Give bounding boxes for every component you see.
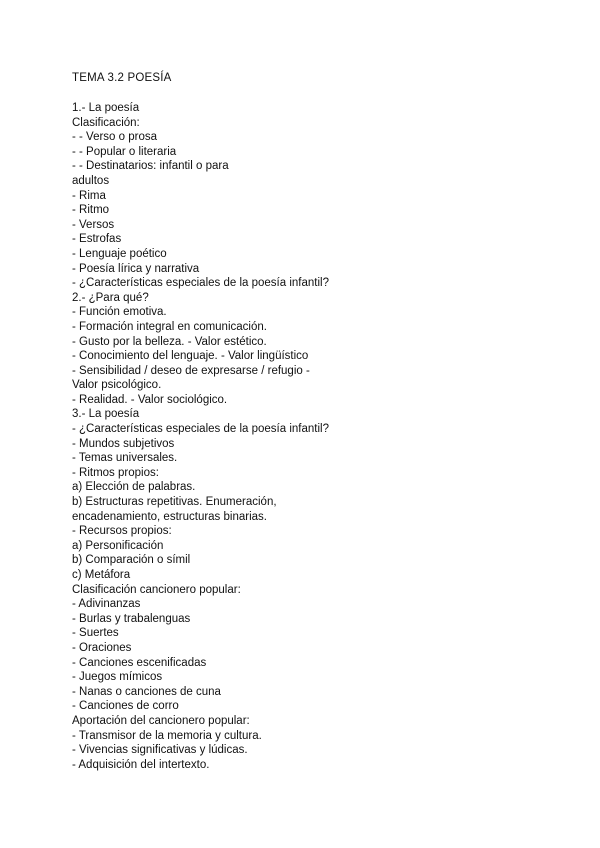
text-line: Aportación del cancionero popular: [72,714,250,727]
text-line: - Recursos propios: [72,525,172,538]
text-line: Clasificación cancionero popular: [72,583,241,596]
text-line: Valor psicológico. [72,379,162,392]
text-line: - Sensibilidad / deseo de expresarse / refugio - [72,364,310,377]
text-line: - Lenguaje poético [72,247,167,260]
text-line: - - Verso o prosa [72,131,158,144]
text-line: - - Popular o literaria [72,145,177,158]
text-line: - Rima [72,189,106,202]
text-line: 3.- La poesía [72,408,140,421]
text-line: b) Comparación o símil [72,554,191,567]
text-line: - Estrofas [72,233,122,246]
text-line: - Ritmos propios: [72,466,159,479]
text-line: - ¿Características especiales de la poesía infantil? [72,277,329,290]
text-line: - Versos [72,218,115,231]
text-line: Clasificación: [72,116,140,129]
text-line: - Burlas y trabalenguas [72,612,191,625]
text-line: a) Elección de palabras. [72,481,196,494]
text-line: - Juegos mímicos [72,671,163,684]
text-line: - Nanas o canciones de cuna [72,685,221,698]
text-line: - Realidad. - Valor sociológico. [72,393,228,406]
text-line: - Conocimiento del lenguaje. - Valor lingüístico [72,350,309,363]
text-line: encadenamiento, estructuras binarias. [72,510,267,523]
text-line: - Vivencias significativas y lúdicas. [72,744,248,757]
text-line: - Oraciones [72,641,132,654]
document-body [72,101,542,772]
text-line: - Mundos subjetivos [72,437,175,450]
text-line: - ¿Características especiales de la poesía infantil? [72,423,329,436]
text-line: c) Metáfora [72,569,131,581]
text-line: a) Personificación [72,539,164,552]
document-title: TEMA 3.2 POESÍA [72,72,172,84]
text-line: b) Estructuras repetitivas. Enumeración, [72,496,277,509]
text-line: - Temas universales. [72,452,178,465]
text-line: 1.- La poesía [72,102,140,114]
text-line: - - Destinatarios: infantil o para [72,160,229,173]
text-line: - Adivinanzas [72,598,141,611]
text-line: - Canciones de corro [72,700,179,713]
text-line: - Formación integral en comunicación. [72,320,267,333]
text-line: adultos [72,174,110,187]
text-line: - Transmisor de la memoria y cultura. [72,729,262,742]
text-line: 2.- ¿Para qué? [72,291,149,304]
text-line: - Suertes [72,627,119,640]
text-line: - Canciones escenificadas [72,656,207,669]
text-line: - Ritmo [72,204,110,217]
text-line: - Función emotiva. [72,306,167,319]
text-line: - Adquisición del intertexto. [72,758,210,771]
text-line: - Gusto por la belleza. - Valor estético. [72,335,267,348]
text-line: - Poesía lírica y narrativa [72,262,200,275]
